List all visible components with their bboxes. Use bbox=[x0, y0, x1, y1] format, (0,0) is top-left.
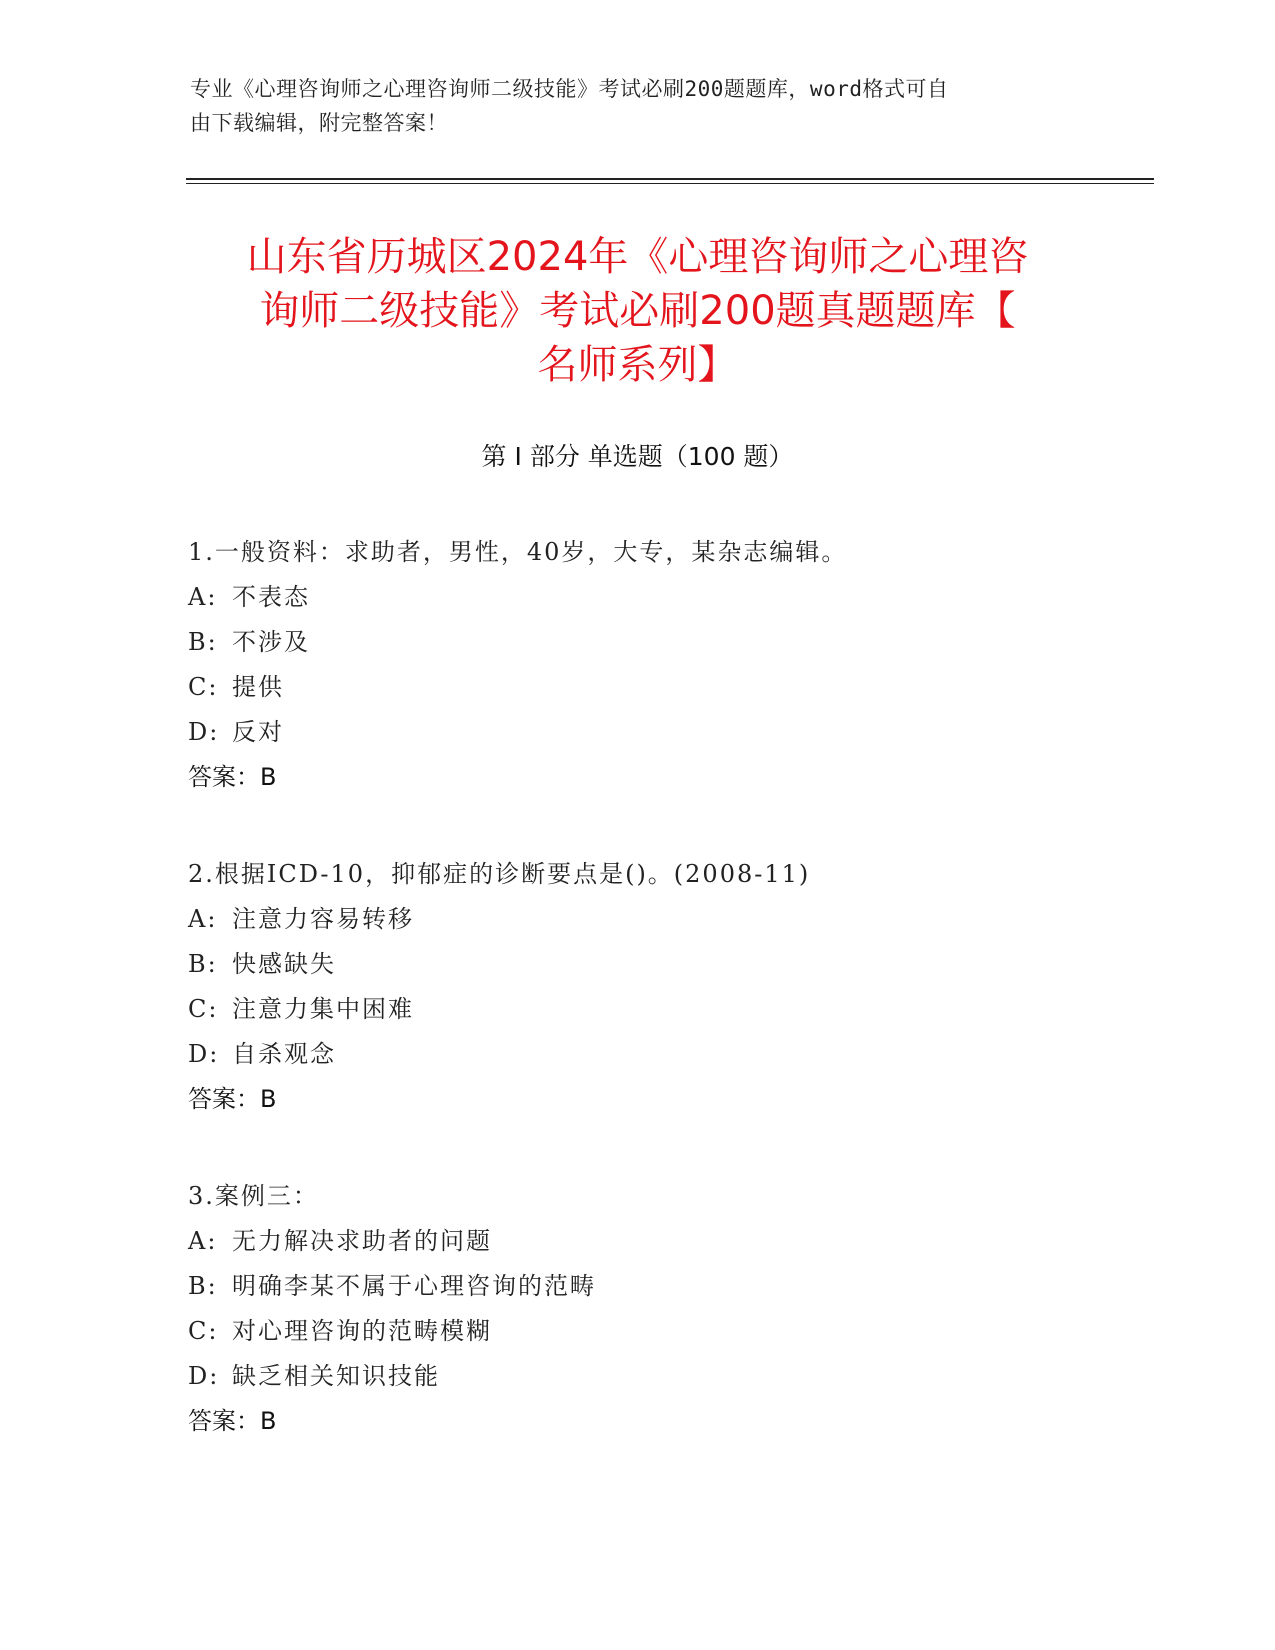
option-a bbox=[188, 897, 1138, 942]
header-note bbox=[190, 72, 1090, 140]
answer: 答案：B bbox=[188, 1085, 277, 1113]
question-3 bbox=[188, 1174, 1138, 1444]
section-heading: 第 I 部分 单选题（100 题） bbox=[481, 442, 794, 471]
option-label: C: bbox=[188, 1317, 219, 1345]
title-line-2: 询师二级技能》考试必刷200题真题题库【 bbox=[259, 288, 1016, 334]
option-label: D: bbox=[188, 1362, 220, 1390]
header-note-line-1: 专业《心理咨询师之心理咨询师二级技能》考试必刷200题题库，word格式可自 bbox=[190, 77, 949, 101]
option-c bbox=[188, 665, 1138, 710]
option-label: A: bbox=[188, 905, 218, 933]
option-d bbox=[188, 1354, 1138, 1399]
option-d bbox=[188, 1032, 1138, 1077]
question-stem: 1.一般资料：求助者，男性，40岁，大专，某杂志编辑。 bbox=[188, 538, 848, 566]
option-label: A: bbox=[188, 583, 218, 611]
answer: 答案：B bbox=[188, 763, 277, 791]
option-label: C: bbox=[188, 995, 219, 1023]
title-line-1: 山东省历城区2024年《心理咨询师之心理咨 bbox=[246, 234, 1029, 280]
option-label: B: bbox=[188, 628, 218, 656]
option-text: 无力解决求助者的问题 bbox=[232, 1227, 492, 1255]
question-1 bbox=[188, 530, 1138, 800]
option-b bbox=[188, 620, 1138, 665]
title-line-3: 名师系列】 bbox=[537, 342, 738, 388]
option-c bbox=[188, 987, 1138, 1032]
option-text: 缺乏相关知识技能 bbox=[232, 1362, 440, 1390]
option-label: B: bbox=[188, 1272, 218, 1300]
option-label: C: bbox=[188, 673, 219, 701]
option-text: 注意力集中困难 bbox=[232, 995, 414, 1023]
option-text: 反对 bbox=[232, 718, 284, 746]
option-text: 快感缺失 bbox=[232, 950, 336, 978]
question-2 bbox=[188, 852, 1138, 1122]
question-stem: 2.根据ICD-10，抑郁症的诊断要点是()。(2008-11) bbox=[188, 860, 811, 888]
option-b bbox=[188, 1264, 1138, 1309]
option-text: 不表态 bbox=[232, 583, 310, 611]
header-note-line-2: 由下载编辑，附完整答案！ bbox=[190, 111, 448, 135]
question-stem: 3.案例三： bbox=[188, 1182, 319, 1210]
option-d bbox=[188, 710, 1138, 755]
header-divider-thick bbox=[186, 178, 1154, 180]
option-a bbox=[188, 575, 1138, 620]
header-divider-thin bbox=[186, 183, 1154, 184]
option-a bbox=[188, 1219, 1138, 1264]
answer: 答案：B bbox=[188, 1407, 277, 1435]
option-text: 明确李某不属于心理咨询的范畴 bbox=[232, 1272, 596, 1300]
option-label: A: bbox=[188, 1227, 218, 1255]
option-label: D: bbox=[188, 1040, 220, 1068]
question-list bbox=[188, 530, 1138, 1496]
option-label: B: bbox=[188, 950, 218, 978]
option-c bbox=[188, 1309, 1138, 1354]
option-text: 注意力容易转移 bbox=[232, 905, 414, 933]
option-text: 自杀观念 bbox=[232, 1040, 336, 1068]
option-text: 不涉及 bbox=[232, 628, 310, 656]
option-b bbox=[188, 942, 1138, 987]
option-label: D: bbox=[188, 718, 220, 746]
option-text: 提供 bbox=[232, 673, 284, 701]
document-title bbox=[160, 230, 1115, 392]
option-text: 对心理咨询的范畴模糊 bbox=[232, 1317, 492, 1345]
